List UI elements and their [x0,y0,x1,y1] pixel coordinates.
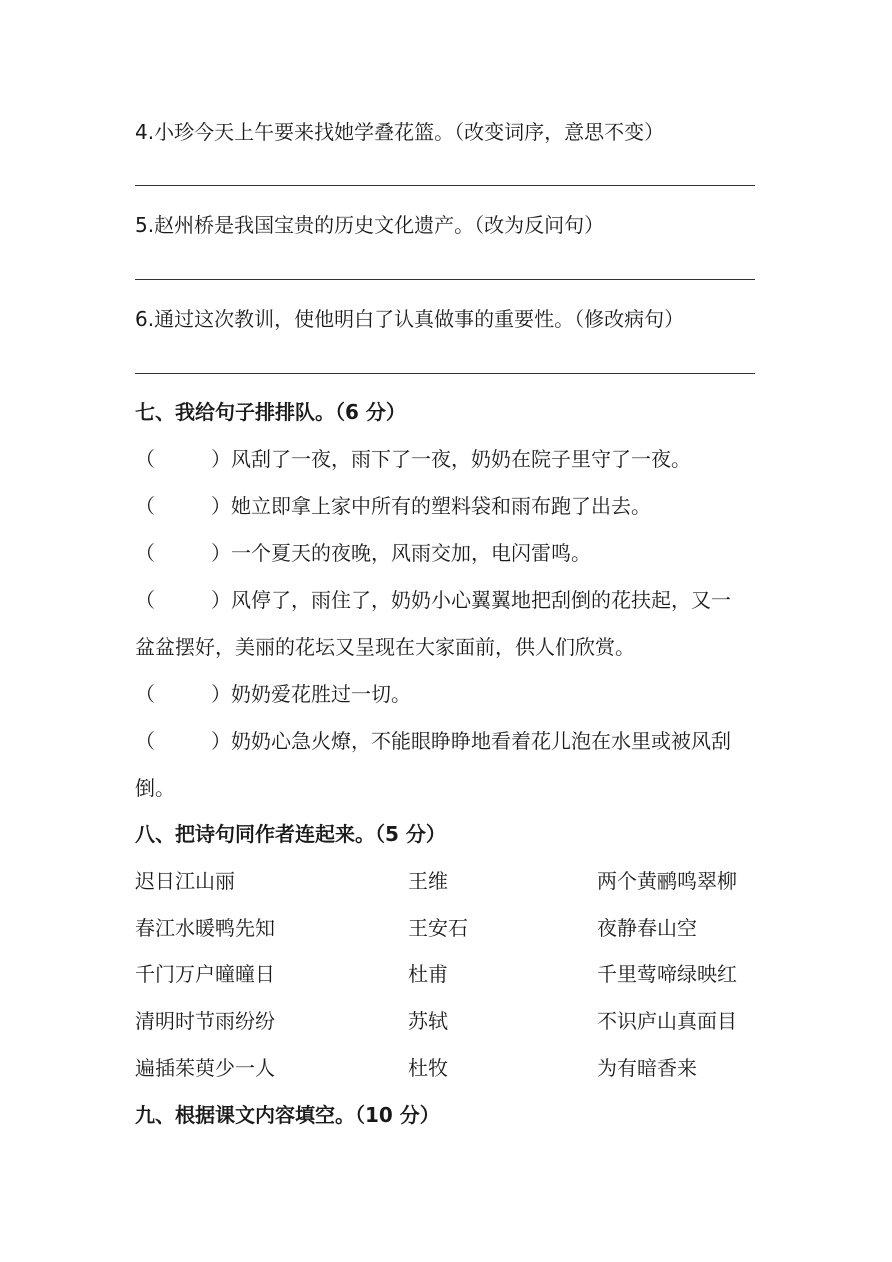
order-blank-6[interactable]: （ [135,729,155,753]
order-item-2: （ ）她立即拿上家中所有的塑料袋和雨布跑了出去。 [135,494,651,518]
order-blank-5[interactable]: （ [135,682,155,706]
order-item-4: （ ）风停了，雨住了，奶奶小心翼翼地把刮倒的花扶起，又一 [135,588,731,612]
poem-line-left[interactable]: 遍插茱萸少一人 [135,1056,275,1080]
rewrite-item-5: 5.赵州桥是我国宝贵的历史文化遗产。（改为反问句） [135,213,605,237]
poet-name[interactable]: 王维 [408,869,448,893]
poet-name[interactable]: 王安石 [408,916,468,940]
section7-heading: 七、我给句子排排队。（6 分） [135,400,406,424]
answer-blank-4[interactable] [135,185,755,186]
poem-line-right[interactable]: 千里莺啼绿映红 [597,962,737,986]
order-blank-3[interactable]: （ [135,541,155,565]
poet-name[interactable]: 杜甫 [408,962,448,986]
order-blank-4[interactable]: （ [135,588,155,612]
order-blank-2[interactable]: （ [135,494,155,518]
rewrite-item-6: 6.通过这次教训，使他明白了认真做事的重要性。（修改病句） [135,307,685,331]
answer-blank-5[interactable] [135,279,755,280]
answer-blank-6[interactable] [135,373,755,374]
order-item-5: （ ）奶奶爱花胜过一切。 [135,682,411,706]
order-item-6-continued: 倒。 [135,776,175,800]
order-blank-1[interactable]: （ [135,447,155,471]
order-item-1: （ ）风刮了一夜，雨下了一夜，奶奶在院子里守了一夜。 [135,447,691,471]
section9-heading: 九、根据课文内容填空。（10 分） [135,1103,440,1127]
order-item-6: （ ）奶奶心急火燎，不能眼睁睁地看着花儿泡在水里或被风刮 [135,729,731,753]
order-item-4-continued: 盆盆摆好，美丽的花坛又呈现在大家面前，供人们欣赏。 [135,635,635,659]
poem-line-left[interactable]: 春江水暖鸭先知 [135,916,275,940]
order-item-3: （ ）一个夏天的夜晚，风雨交加，电闪雷鸣。 [135,541,591,565]
poem-line-right[interactable]: 不识庐山真面目 [597,1009,737,1033]
poem-line-left[interactable]: 千门万户曈曈日 [135,962,275,986]
rewrite-item-4: 4.小珍今天上午要来找她学叠花篮。（改变词序，意思不变） [135,120,665,144]
poem-line-left[interactable]: 清明时节雨纷纷 [135,1009,275,1033]
poem-line-left[interactable]: 迟日江山丽 [135,869,235,893]
poet-name[interactable]: 苏轼 [408,1009,448,1033]
section8-heading: 八、把诗句同作者连起来。（5 分） [135,822,446,846]
poem-line-right[interactable]: 两个黄鹂鸣翠柳 [597,869,737,893]
poet-name[interactable]: 杜牧 [408,1056,448,1080]
poem-line-right[interactable]: 夜静春山空 [597,916,697,940]
poem-line-right[interactable]: 为有暗香来 [597,1056,697,1080]
